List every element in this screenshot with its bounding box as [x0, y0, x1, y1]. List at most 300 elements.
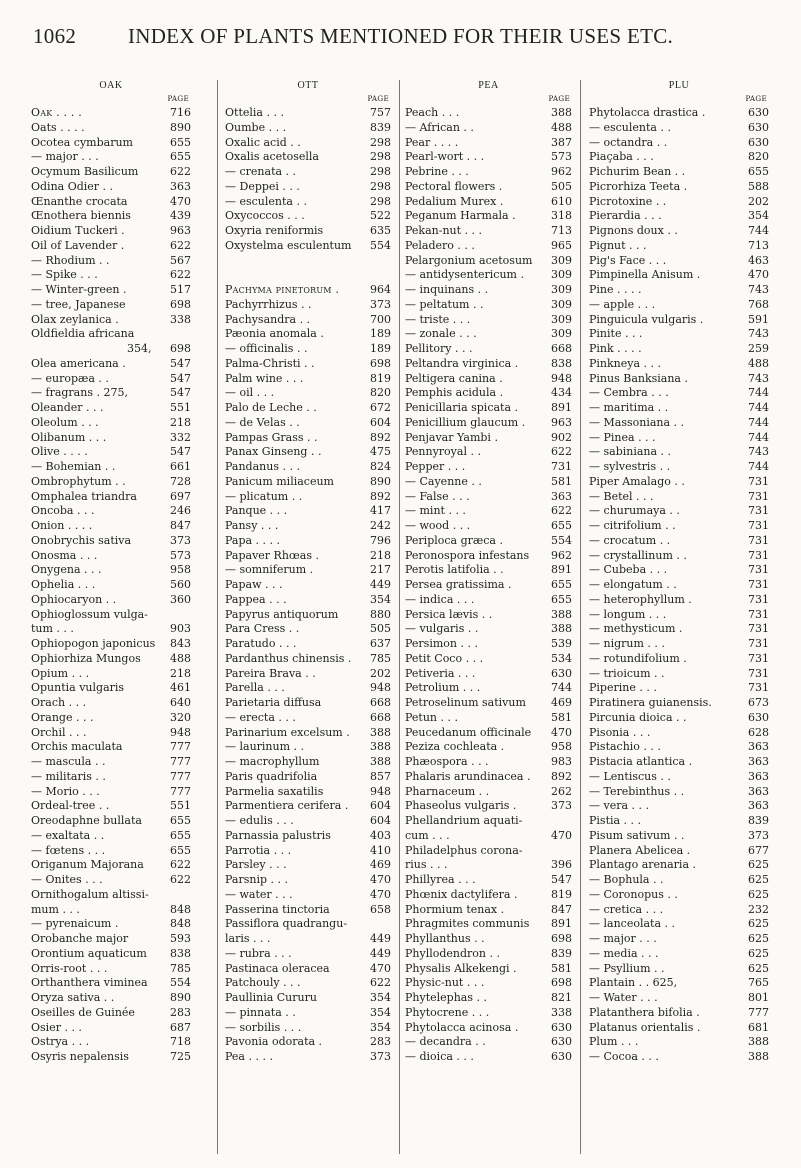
- entry-page: 848: [170, 902, 191, 916]
- entry-name: Pear . . . .: [405, 135, 459, 149]
- entry-page: 470: [170, 194, 191, 208]
- entry-name: — fragrans . 275,: [31, 386, 128, 400]
- index-entry: [405, 386, 572, 401]
- entry-page: 637: [370, 637, 391, 650]
- index-entry: [225, 888, 391, 903]
- entry-name: Pea . . . .: [225, 1050, 273, 1063]
- entry-name: — sorbilis . . .: [225, 1020, 302, 1034]
- entry-page: 948: [551, 371, 572, 385]
- entry-name: — plicatum . .: [225, 489, 303, 503]
- entry-page: 573: [170, 548, 191, 562]
- index-entry: [589, 740, 769, 755]
- index-entry: [31, 136, 191, 151]
- index-entry: [589, 136, 769, 151]
- entry-page: 673: [748, 696, 769, 709]
- entry-name: — methysticum .: [589, 622, 683, 636]
- entry-page: 434: [551, 386, 572, 400]
- entry-name: — elongatum . .: [589, 578, 677, 591]
- entry-name: Panicum miliaceum: [225, 474, 334, 488]
- index-entry: [405, 667, 572, 682]
- page-header: [0, 24, 801, 49]
- entry-name: — major . . .: [31, 150, 99, 164]
- entry-name: Pimpinella Anisum .: [589, 268, 701, 282]
- entry-page: 655: [748, 165, 769, 178]
- entry-page: 672: [370, 401, 391, 414]
- entry-name: Peach . . .: [405, 106, 460, 119]
- entry-name: Petroselinum sativum: [405, 696, 526, 709]
- index-entry: [405, 1050, 572, 1065]
- entry-name: Phaseolus vulgaris .: [405, 799, 517, 813]
- entry-page: 839: [551, 946, 572, 960]
- entry-name: Physic-nut . . .: [405, 976, 485, 990]
- entry-page: 318: [551, 209, 572, 223]
- entry-name: — crenata . .: [225, 165, 297, 178]
- index-entry: [31, 224, 191, 239]
- entry-name: Parmelia saxatilis: [225, 784, 324, 798]
- entry-name: Petrolium . . .: [405, 681, 481, 695]
- entry-page: 573: [551, 150, 572, 164]
- entry-name: Oryza sativa . .: [31, 991, 115, 1004]
- entry-page: 387: [551, 135, 572, 149]
- entry-page: 622: [170, 858, 191, 872]
- entry-name: Orthanthera viminea: [31, 976, 148, 990]
- index-entry-list: [589, 106, 769, 1065]
- entry-name: Odina Odier . .: [31, 179, 114, 193]
- entry-name: — esculenta . .: [225, 194, 307, 208]
- entry-page: 309: [551, 253, 572, 267]
- index-entry: [31, 667, 191, 682]
- index-entry: [405, 475, 572, 490]
- index-entry: [31, 696, 191, 711]
- index-entry: [405, 873, 572, 888]
- index-entry: [589, 519, 769, 534]
- entry-name: — major . . .: [589, 932, 657, 945]
- entry-name: Petit Coco . . .: [405, 651, 484, 665]
- index-entry: [31, 239, 191, 254]
- entry-page: 309: [551, 268, 572, 282]
- column-heading: PEA: [478, 80, 499, 91]
- entry-page: 948: [170, 725, 191, 739]
- entry-page: 373: [370, 1050, 391, 1063]
- entry-name: — Betel . . .: [589, 489, 654, 503]
- index-entry: [589, 180, 769, 195]
- index-entry: [589, 622, 769, 637]
- entry-name: Ostrya . . .: [31, 1035, 90, 1049]
- entry-page: 547: [170, 445, 191, 459]
- entry-page: 890: [170, 120, 191, 134]
- index-entry: [225, 475, 391, 490]
- index-entry: [405, 740, 572, 755]
- entry-name: — lanceolata . .: [589, 917, 675, 931]
- entry-page: 373: [551, 799, 572, 813]
- index-entry: [405, 165, 572, 180]
- entry-page: 801: [748, 991, 769, 1004]
- entry-name: Olive . . . .: [31, 445, 88, 459]
- entry-name: Oreodaphne bullata: [31, 814, 142, 827]
- entry-name: Palo de Leche . .: [225, 401, 317, 414]
- entry-page: 731: [748, 666, 769, 680]
- entry-page: 309: [551, 327, 572, 341]
- entry-page: 655: [551, 592, 572, 606]
- entry-page: 309: [551, 312, 572, 326]
- index-entry: [31, 1006, 191, 1021]
- index-entry: [31, 711, 191, 726]
- entry-page: 848: [170, 917, 191, 931]
- entry-page: 581: [551, 710, 572, 724]
- index-entry: [31, 445, 191, 460]
- index-entry: [589, 799, 769, 814]
- index-entry: [225, 829, 391, 844]
- index-entry: [31, 150, 191, 165]
- entry-page: 731: [748, 592, 769, 606]
- entry-page: 470: [370, 887, 391, 901]
- entry-name: Oleander . . .: [31, 401, 104, 414]
- entry-page: 604: [370, 799, 391, 813]
- entry-name: Orach . . .: [31, 696, 87, 709]
- entry-page: 681: [748, 1020, 769, 1034]
- entry-name: — laurinum . .: [225, 740, 305, 754]
- index-entry: [405, 711, 572, 726]
- index-entry: [225, 519, 391, 534]
- entry-name: — Massoniana . .: [589, 415, 685, 429]
- entry-name: Phalaris arundinacea .: [405, 769, 531, 783]
- index-entry: [225, 1050, 391, 1065]
- entry-name: Orris-root . . .: [31, 961, 108, 975]
- index-entry: [225, 1021, 391, 1036]
- entry-page: 396: [551, 858, 572, 872]
- index-entry: [405, 357, 572, 372]
- entry-name: Ophioglossum vulga-: [31, 607, 148, 621]
- index-entry: [31, 180, 191, 195]
- page-column-label: PAGE: [367, 94, 389, 103]
- entry-name: rius . . .: [405, 858, 448, 872]
- entry-page: 417: [370, 504, 391, 518]
- entry-page: 847: [170, 519, 191, 532]
- index-entry: [589, 504, 769, 519]
- index-entry: [589, 1050, 769, 1065]
- entry-page: 488: [170, 651, 191, 665]
- entry-page: 744: [748, 415, 769, 429]
- entry-page: 958: [551, 740, 572, 754]
- entry-name: Panque . . .: [225, 504, 288, 518]
- index-entry: [31, 298, 191, 313]
- entry-name: Œnothera biennis: [31, 209, 131, 223]
- entry-page: 470: [748, 268, 769, 282]
- entry-page: 298: [370, 165, 391, 178]
- entry-name: Perotis latifolia . .: [405, 563, 504, 577]
- entry-page: 891: [551, 563, 572, 577]
- index-entry: [589, 106, 769, 121]
- entry-page: 581: [551, 474, 572, 488]
- index-entry: [225, 814, 391, 829]
- index-entry: [589, 416, 769, 431]
- entry-page: 363: [748, 755, 769, 768]
- entry-page: 232: [748, 902, 769, 916]
- index-entry: [589, 549, 769, 564]
- entry-page: 880: [370, 607, 391, 621]
- index-entry: [31, 770, 191, 785]
- entry-name: Ottelia . . .: [225, 106, 284, 119]
- index-entry: [405, 549, 572, 564]
- entry-page: 655: [170, 843, 191, 857]
- index-entry: [225, 696, 391, 711]
- index-entry: [589, 873, 769, 888]
- page-number: 1062: [33, 24, 77, 48]
- entry-name: Oxalic acid . .: [225, 135, 301, 149]
- index-entry-list: [405, 106, 572, 1065]
- entry-name: Plantain . . 625,: [589, 976, 678, 990]
- entry-name: Paris quadrifolia: [225, 769, 318, 783]
- index-entry: [31, 991, 191, 1006]
- entry-page: 698: [170, 297, 191, 311]
- entry-page: 731: [551, 460, 572, 473]
- entry-name: — zonale . . .: [405, 327, 477, 341]
- index-entry: [589, 357, 769, 372]
- index-entry: [405, 298, 572, 313]
- entry-name: Onion . . . .: [31, 519, 93, 532]
- entry-name: Pareira Brava . .: [225, 666, 316, 680]
- entry-name: Peronospora infestans: [405, 548, 530, 562]
- entry-name: Olea americana .: [31, 356, 126, 370]
- index-entry: [225, 298, 391, 313]
- entry-page: 731: [748, 533, 769, 547]
- index-entry: [225, 490, 391, 505]
- index-entry: [31, 313, 191, 328]
- entry-page: 554: [370, 238, 391, 252]
- entry-page: 731: [748, 489, 769, 503]
- index-entry: [589, 814, 769, 829]
- entry-page: 470: [370, 873, 391, 886]
- entry-page: 765: [748, 976, 769, 990]
- index-entry: [589, 283, 769, 298]
- entry-name: — rotundifolium .: [589, 651, 687, 665]
- entry-name: — Psyllium . .: [589, 961, 665, 975]
- entry-page: 547: [551, 873, 572, 886]
- entry-page: 630: [551, 1020, 572, 1034]
- entry-page: 655: [170, 135, 191, 149]
- index-entry: [405, 608, 572, 623]
- entry-page: 958: [170, 563, 191, 577]
- index-entry: [405, 327, 572, 342]
- entry-name: — mint . . .: [405, 504, 466, 518]
- entry-name: Paullinia Cururu: [225, 991, 317, 1004]
- entry-name: Peziza cochleata .: [405, 740, 505, 754]
- entry-page: 354: [748, 209, 769, 223]
- entry-name: Phytocrene . . .: [405, 1005, 490, 1019]
- entry-page: 388: [748, 1050, 769, 1063]
- index-entry: [589, 608, 769, 623]
- entry-name: Piaçaba . . .: [589, 150, 654, 164]
- entry-page: 488: [748, 356, 769, 370]
- entry-name: Origanum Majorana: [31, 858, 144, 872]
- entry-page: 338: [170, 312, 191, 326]
- index-entry: [589, 976, 769, 991]
- entry-name: Pearl-wort . . .: [405, 150, 485, 164]
- entry-page: 470: [551, 725, 572, 739]
- index-entry: [225, 386, 391, 401]
- entry-page: 363: [748, 769, 769, 783]
- entry-page: 962: [551, 165, 572, 178]
- entry-name: Pistacia atlantica .: [589, 755, 693, 768]
- entry-name: Piperine . . .: [589, 681, 657, 695]
- entry-page: 581: [551, 961, 572, 975]
- entry-name: Parietaria diffusa: [225, 696, 322, 709]
- index-entry: [225, 431, 391, 446]
- entry-name: — pyrenaicum .: [31, 917, 119, 931]
- entry-page: 962: [551, 548, 572, 562]
- entry-name: — media . . .: [589, 946, 659, 960]
- index-entry: [31, 652, 191, 667]
- entry-page: 560: [170, 578, 191, 591]
- entry-name: — de Velas . .: [225, 415, 300, 429]
- entry-page: 725: [170, 1050, 191, 1063]
- index-entry: [31, 342, 191, 357]
- entry-page: 744: [748, 401, 769, 414]
- entry-page: 625: [748, 887, 769, 901]
- index-entry: [589, 563, 769, 578]
- entry-name: — Rhodium . .: [31, 253, 110, 267]
- entry-page: 677: [748, 843, 769, 857]
- entry-name: Orontium aquaticum: [31, 946, 147, 960]
- entry-name: Ombrophytum . .: [31, 474, 126, 488]
- index-entry: [31, 637, 191, 652]
- entry-page: 819: [551, 887, 572, 901]
- index-entry: [589, 386, 769, 401]
- index-entry: [405, 136, 572, 151]
- entry-page: 668: [370, 696, 391, 709]
- index-entry: [405, 283, 572, 298]
- index-entry: [225, 283, 391, 298]
- index-entry: [31, 209, 191, 224]
- index-entry: [31, 578, 191, 593]
- entry-name: Pekan-nut . . .: [405, 224, 483, 237]
- index-entry: [225, 165, 391, 180]
- entry-page: 796: [370, 533, 391, 547]
- index-entry: [225, 770, 391, 785]
- entry-page: 768: [748, 297, 769, 311]
- index-entry: [589, 593, 769, 608]
- index-entry: [225, 460, 391, 475]
- entry-page: 259: [748, 342, 769, 355]
- index-entry: [589, 150, 769, 165]
- entry-page: 630: [748, 120, 769, 134]
- entry-page: 505: [370, 622, 391, 636]
- entry-page: 388: [551, 622, 572, 636]
- index-entry: [31, 726, 191, 741]
- entry-name: Peltigera canina .: [405, 371, 503, 385]
- entry-page: 743: [748, 371, 769, 385]
- index-entry: [225, 327, 391, 342]
- index-entry: [589, 711, 769, 726]
- entry-name: Pircunia dioica . .: [589, 710, 687, 724]
- entry-page: 522: [370, 209, 391, 223]
- entry-name: Onobrychis sativa: [31, 533, 132, 547]
- entry-page: 731: [748, 651, 769, 665]
- index-entry: [225, 755, 391, 770]
- entry-page: 824: [370, 460, 391, 473]
- entry-name: — europæa . .: [31, 371, 109, 385]
- entry-name: — Lentiscus . .: [589, 769, 671, 783]
- index-entry: [405, 652, 572, 667]
- entry-page: 475: [370, 445, 391, 459]
- index-entry: [225, 445, 391, 460]
- entry-page: 655: [170, 814, 191, 827]
- entry-page: 388: [748, 1035, 769, 1049]
- entry-name: Oncoba . . .: [31, 504, 95, 518]
- entry-name: — tree, Japanese: [31, 297, 126, 311]
- entry-name: mum . . .: [31, 902, 80, 916]
- index-entry: [589, 534, 769, 549]
- entry-name: 354,: [127, 342, 152, 355]
- entry-page: 630: [748, 710, 769, 724]
- entry-page: 838: [170, 946, 191, 960]
- index-entry: [31, 608, 191, 623]
- index-entry: [405, 445, 572, 460]
- entry-page: 218: [170, 666, 191, 680]
- entry-name: — vera . . .: [589, 799, 650, 813]
- entry-name: Pignut . . .: [589, 238, 647, 252]
- entry-page: 622: [170, 165, 191, 178]
- entry-name: Ophelia . . .: [31, 578, 96, 591]
- entry-page: 363: [551, 489, 572, 503]
- entry-name: — antidysentericum .: [405, 268, 524, 282]
- entry-page: 373: [170, 533, 191, 547]
- entry-page: 202: [370, 666, 391, 680]
- entry-name: — maritima . .: [589, 401, 669, 414]
- index-entry-list: [225, 106, 391, 1065]
- entry-name: Ocymum Basilicum: [31, 165, 139, 178]
- entry-name: — water . . .: [225, 887, 293, 901]
- entry-name: Pine . . . .: [589, 283, 642, 296]
- entry-name: Pharnaceum . .: [405, 784, 490, 798]
- index-entry: [31, 490, 191, 505]
- entry-page: 963: [170, 224, 191, 237]
- index-entry: [225, 268, 391, 283]
- index-entry: [589, 947, 769, 962]
- entry-page: 588: [748, 179, 769, 193]
- index-entry: [405, 799, 572, 814]
- index-entry: [225, 799, 391, 814]
- index-entry: [31, 372, 191, 387]
- index-entry: [589, 431, 769, 446]
- entry-name: Penicillaria spicata .: [405, 401, 519, 414]
- entry-page: 821: [551, 991, 572, 1004]
- entry-page: 668: [551, 342, 572, 355]
- entry-page: 567: [170, 253, 191, 267]
- entry-name: Oumbe . . .: [225, 120, 287, 134]
- entry-page: 622: [170, 873, 191, 886]
- entry-page: 622: [551, 445, 572, 459]
- entry-name: Orobanche major: [31, 932, 129, 945]
- entry-page: 217: [370, 563, 391, 577]
- entry-page: 320: [170, 710, 191, 724]
- entry-name: Pellitory . . .: [405, 342, 473, 355]
- entry-page: 625: [748, 873, 769, 886]
- index-entry: [31, 785, 191, 800]
- entry-page: 777: [170, 740, 191, 754]
- entry-page: 890: [170, 991, 191, 1004]
- entry-page: 547: [170, 386, 191, 400]
- entry-name: Palm wine . . .: [225, 371, 304, 385]
- index-entry: [225, 873, 391, 888]
- entry-name: laris . . .: [225, 932, 271, 945]
- entry-name: Olibanum . . .: [31, 430, 107, 444]
- entry-name: — African . .: [405, 120, 474, 134]
- entry-name: Platanthera bifolia .: [589, 1005, 700, 1019]
- index-entry: [405, 814, 572, 829]
- entry-name: — crocatum . .: [589, 533, 671, 547]
- index-entry: [589, 578, 769, 593]
